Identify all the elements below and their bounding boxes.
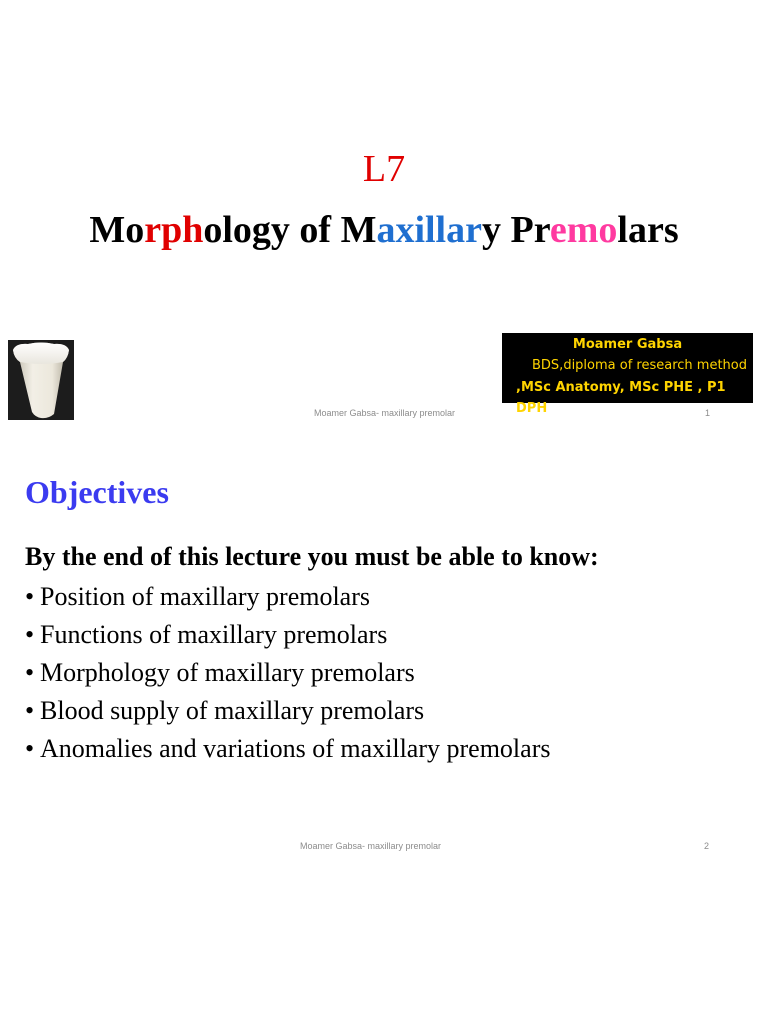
objectives-heading: Objectives [25,474,169,510]
title-segment: emo [549,209,618,251]
title-segment: y Pr [481,209,550,251]
author-name: Moamer Gabsa [572,337,683,352]
objective-text: Functions of maxillary premolars [40,620,388,649]
objective-text: Morphology of maxillary premolars [40,658,415,687]
slide-2 [0,430,768,1024]
page-number: 2 [704,841,710,851]
objective-text: Anomalies and variations of maxillary premolars [40,734,551,763]
bullet: • [25,620,35,649]
page-number: 1 [705,408,711,418]
title-segment: rph [144,209,204,251]
lecture-title [0,205,768,255]
bullet: • [25,582,35,611]
list-item [25,578,550,616]
list-item [25,654,550,692]
tooth-image [8,340,74,420]
slide-1 [0,0,768,430]
list-item [25,616,550,654]
objective-text: Position of maxillary premolars [40,582,371,611]
slide-footer: Moamer Gabsa- maxillary premolar [300,841,442,851]
bullet: • [25,696,35,725]
title-segment: axillar [376,209,482,251]
list-item [25,730,550,768]
objective-text: Blood supply of maxillary premolars [40,696,425,725]
bullet: • [25,658,35,687]
lecture-code: L7 [362,148,406,190]
author-info-box [502,333,753,416]
list-item [25,692,550,730]
author-degrees: ,MSc Anatomy, MSc PHE , P1 DPH [516,380,726,416]
title-segment: lars [617,209,679,251]
title-segment: Mo [89,209,145,251]
objectives-intro: By the end of this lecture you must be able to know: [25,542,599,571]
title-segment: ology of M [203,209,377,251]
objectives-list [25,578,550,768]
tooth-icon [8,340,74,420]
author-qualifications: BDS,diploma of research method [532,358,747,373]
slide-footer: Moamer Gabsa- maxillary premolar [314,408,456,418]
bullet: • [25,734,35,763]
